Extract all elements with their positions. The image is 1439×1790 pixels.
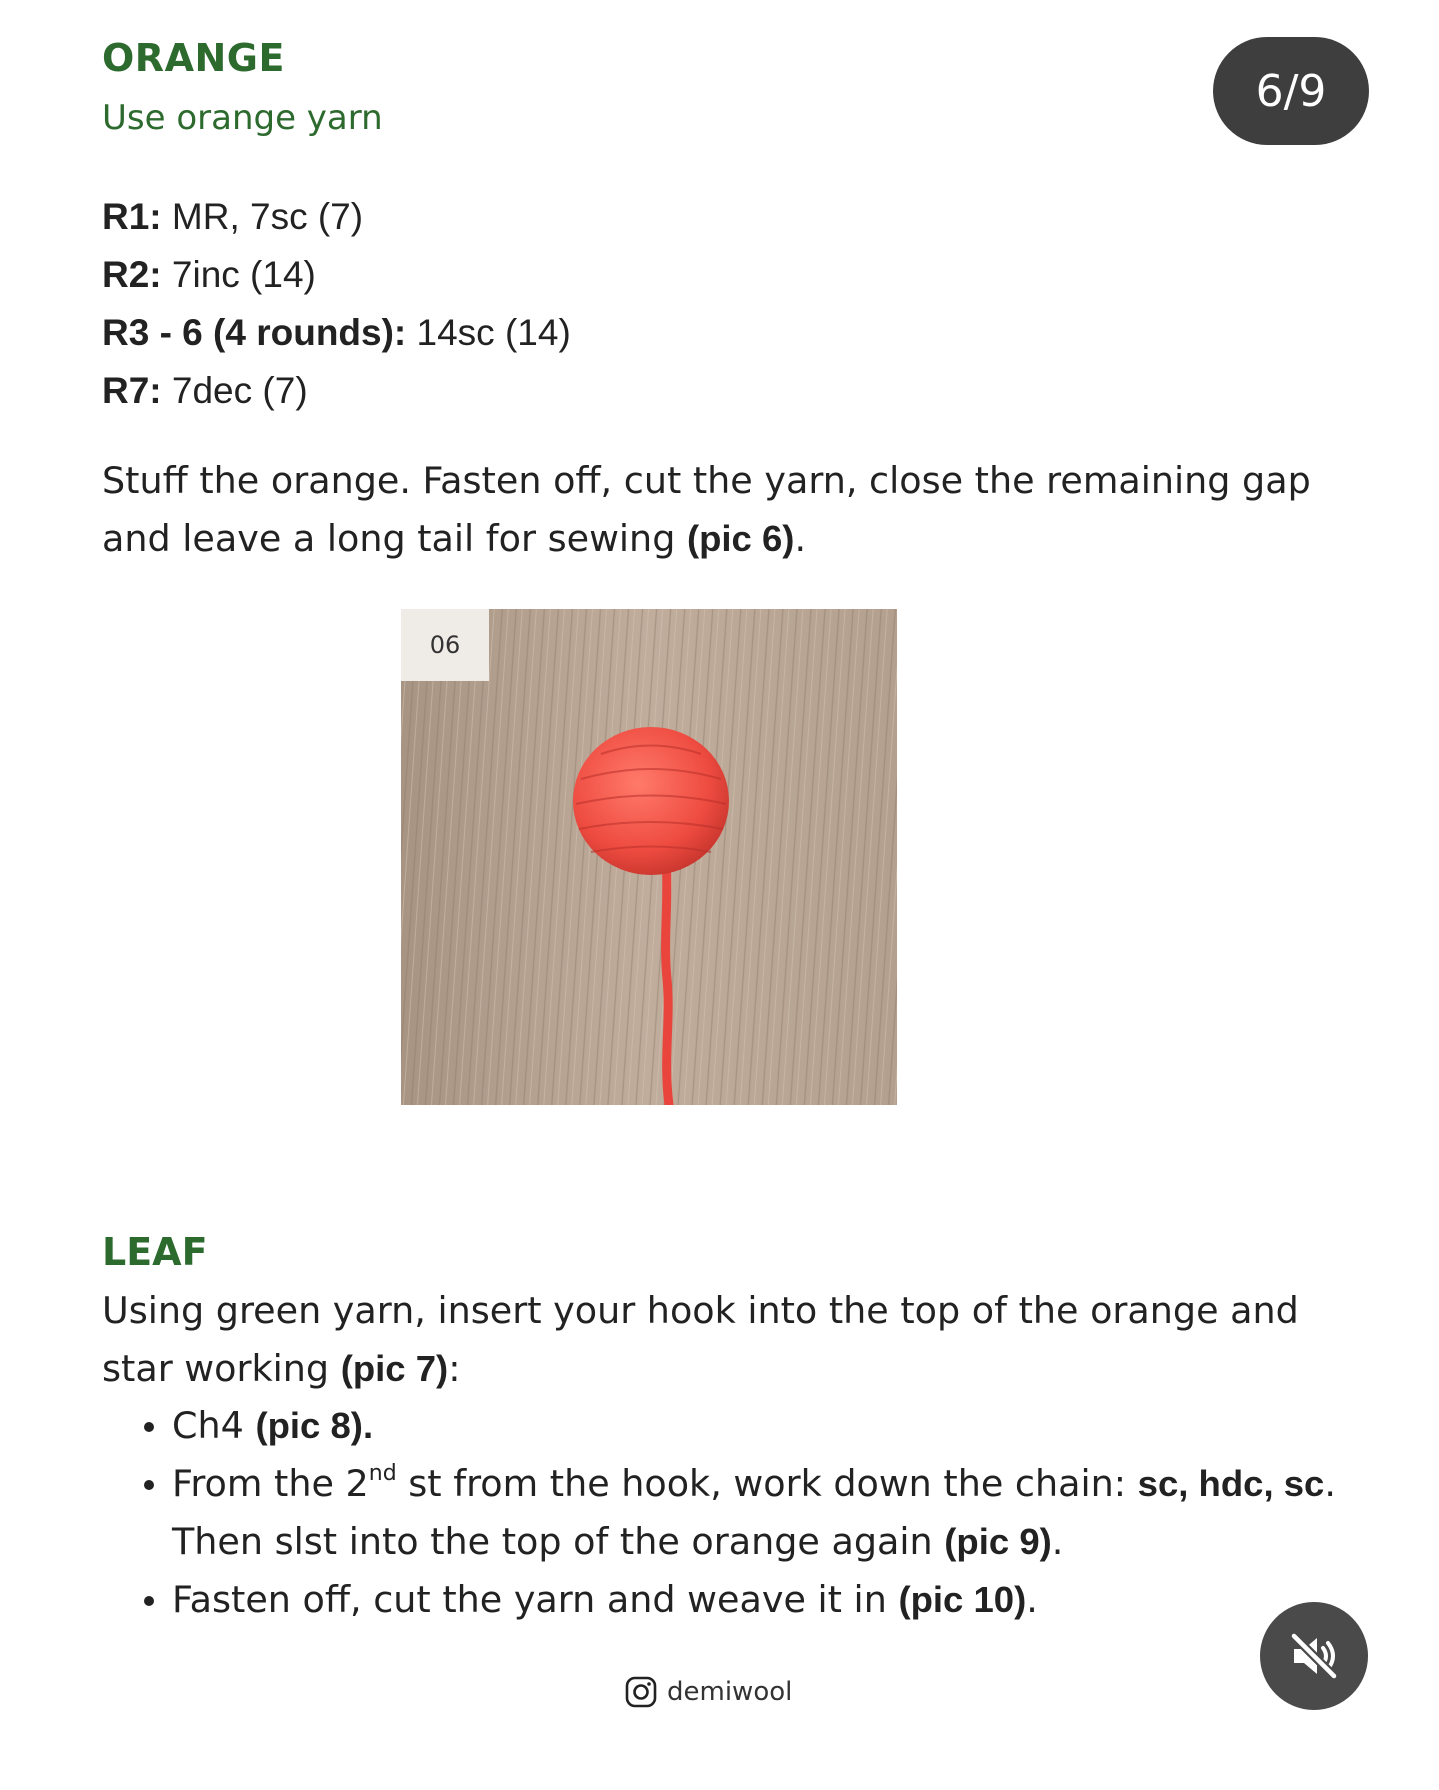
pic-reference: (pic 8).	[255, 1405, 374, 1446]
round-text: 7inc (14)	[161, 254, 316, 295]
step-text: From the 2	[172, 1462, 369, 1505]
round-text: MR, 7sc (7)	[161, 196, 364, 237]
photo-number-label: 06	[401, 609, 489, 681]
stitch-sequence: sc, hdc, sc	[1137, 1463, 1325, 1504]
instagram-handle[interactable]: demiwool	[667, 1677, 793, 1707]
step-text: . Then slst into the top of the orange again	[172, 1462, 1336, 1563]
round-item	[102, 362, 571, 420]
mute-toggle-button[interactable]	[1260, 1602, 1368, 1710]
list-item	[140, 1571, 1350, 1629]
leaf-intro-end: :	[448, 1347, 461, 1390]
round-text: 14sc (14)	[406, 312, 571, 353]
crochet-ball-photo	[401, 609, 897, 1105]
step-text: st from the hook, work down the chain:	[396, 1462, 1138, 1505]
leaf-steps-list	[140, 1397, 1350, 1629]
stuff-instructions	[102, 452, 1342, 568]
round-item	[102, 188, 571, 246]
list-item	[140, 1397, 1350, 1455]
stuff-end: .	[794, 517, 807, 560]
round-label: R7:	[102, 370, 162, 411]
section-title: ORANGE	[102, 36, 285, 80]
ordinal-suffix: nd	[368, 1461, 397, 1486]
pic-reference: (pic 7)	[340, 1348, 449, 1389]
round-item	[102, 304, 571, 362]
round-item	[102, 246, 571, 304]
pic-reference: (pic 10)	[898, 1579, 1027, 1620]
pic-reference: (pic 6)	[686, 518, 795, 559]
round-text: 7dec (7)	[161, 370, 308, 411]
leaf-intro	[102, 1282, 1342, 1398]
list-item	[140, 1455, 1350, 1571]
step-end: .	[1051, 1520, 1064, 1563]
section-subtitle: Use orange yarn	[102, 98, 383, 138]
step-text: Ch4	[172, 1404, 256, 1447]
page-counter-badge: 6/9	[1213, 37, 1369, 145]
step-photo	[401, 609, 897, 1105]
pic-reference: (pic 9)	[944, 1521, 1052, 1562]
round-label: R2:	[102, 254, 162, 295]
speaker-muted-icon	[1286, 1628, 1342, 1684]
round-label: R1:	[102, 196, 162, 237]
leaf-intro-text: Using green yarn, insert your hook into the top of the orange and star working	[102, 1289, 1299, 1390]
round-label: R3 - 6 (4 rounds):	[102, 312, 407, 353]
step-text: Fasten off, cut the yarn and weave it in	[172, 1578, 899, 1621]
instagram-icon	[625, 1676, 657, 1708]
footer-credit[interactable]	[625, 1676, 792, 1708]
round-list	[102, 188, 571, 420]
step-end: .	[1026, 1578, 1038, 1621]
stuff-text: Stuff the orange. Fasten off, cut the yarn, close the remaining gap and leave a long tail for sewing	[102, 459, 1311, 560]
leaf-title: LEAF	[102, 1230, 208, 1274]
